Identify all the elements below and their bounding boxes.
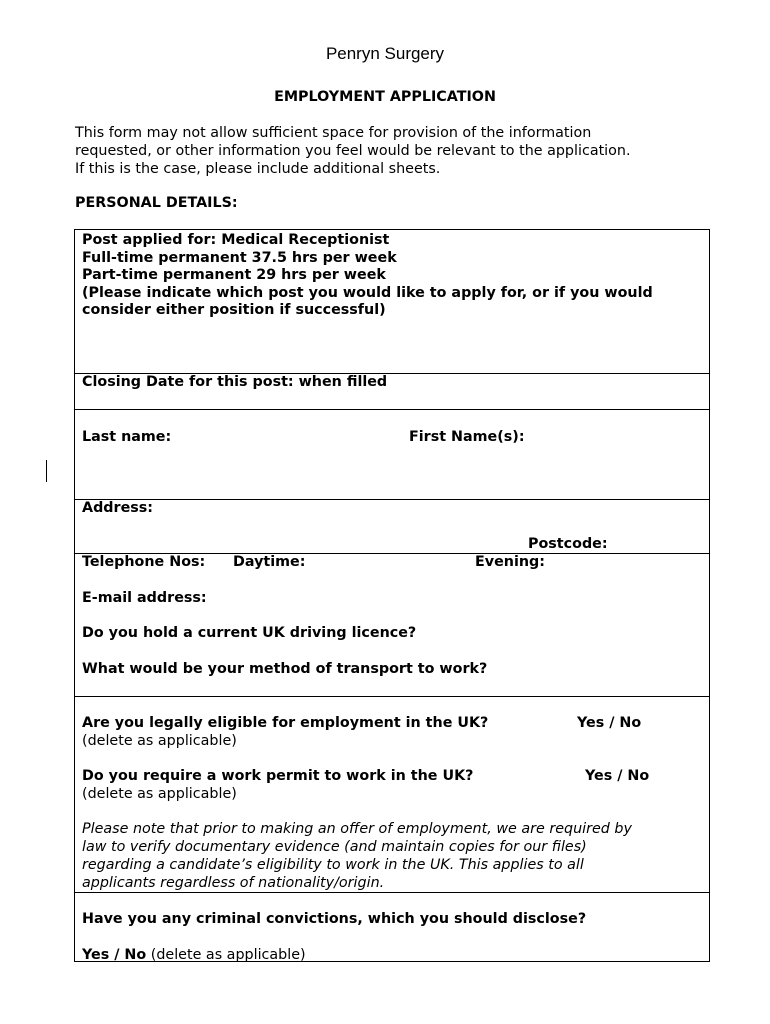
first-name-label: First Name(s): bbox=[409, 429, 525, 445]
work-permit-question: Do you require a work permit to work in the UK? bbox=[82, 768, 474, 784]
work-permit-hint: (delete as applicable) bbox=[82, 786, 237, 802]
post-applied-label: Post applied for: Medical Receptionist bbox=[82, 232, 390, 248]
eligibility-hint: (delete as applicable) bbox=[82, 733, 237, 749]
legal-note-line: regarding a candidate’s eligibility to work in the UK. This applies to all bbox=[82, 857, 584, 873]
legal-note-line: applicants regardless of nationality/origin. bbox=[82, 875, 385, 891]
postcode-label: Postcode: bbox=[528, 536, 608, 552]
closing-date: Closing Date for this post: when filled bbox=[82, 374, 388, 390]
row-divider bbox=[75, 499, 709, 500]
intro-line: This form may not allow sufficient space for provision of the information bbox=[75, 125, 592, 141]
evening-label: Evening: bbox=[475, 554, 545, 570]
text-cursor bbox=[46, 460, 47, 482]
intro-line: requested, or other information you feel would be relevant to the application. bbox=[75, 143, 631, 159]
transport-question: What would be your method of transport to work? bbox=[82, 661, 488, 677]
full-time-option: Full-time permanent 37.5 hrs per week bbox=[82, 249, 397, 266]
intro-line: If this is the case, please include additional sheets. bbox=[75, 161, 441, 177]
personal-details-form bbox=[74, 229, 710, 962]
personal-details-heading: PERSONAL DETAILS: bbox=[75, 195, 238, 211]
convictions-answer-line bbox=[82, 947, 306, 965]
form-title: EMPLOYMENT APPLICATION bbox=[274, 89, 496, 105]
row-divider bbox=[75, 892, 709, 893]
intro-paragraph bbox=[75, 124, 735, 178]
post-note-line: (Please indicate which post you would like to apply for, or if you would bbox=[82, 284, 653, 301]
convictions-question: Have you any criminal convictions, which you should disclose? bbox=[82, 911, 587, 927]
eligibility-question: Are you legally eligible for employment in the UK? bbox=[82, 715, 489, 731]
row-divider bbox=[75, 409, 709, 410]
legal-note-line: law to verify documentary evidence (and maintain copies for our files) bbox=[82, 839, 587, 855]
eligibility-answer: Yes / No bbox=[577, 715, 642, 731]
row-divider bbox=[75, 696, 709, 697]
convictions-answer: Yes / No bbox=[82, 947, 147, 963]
post-note-line: consider either position if successful) bbox=[82, 302, 386, 318]
telephone-label: Telephone Nos: bbox=[82, 554, 206, 570]
last-name-label: Last name: bbox=[82, 429, 172, 445]
convictions-hint: (delete as applicable) bbox=[150, 947, 306, 963]
address-label: Address: bbox=[82, 500, 154, 516]
work-permit-answer: Yes / No bbox=[585, 768, 650, 784]
part-time-option: Part-time permanent 29 hrs per week bbox=[82, 267, 386, 283]
legal-note-line: Please note that prior to making an offer of employment, we are required by bbox=[82, 821, 632, 837]
daytime-label: Daytime: bbox=[233, 554, 306, 570]
driving-licence-question: Do you hold a current UK driving licence? bbox=[82, 625, 417, 641]
email-label: E-mail address: bbox=[82, 590, 207, 606]
practice-name: Penryn Surgery bbox=[325, 44, 445, 63]
